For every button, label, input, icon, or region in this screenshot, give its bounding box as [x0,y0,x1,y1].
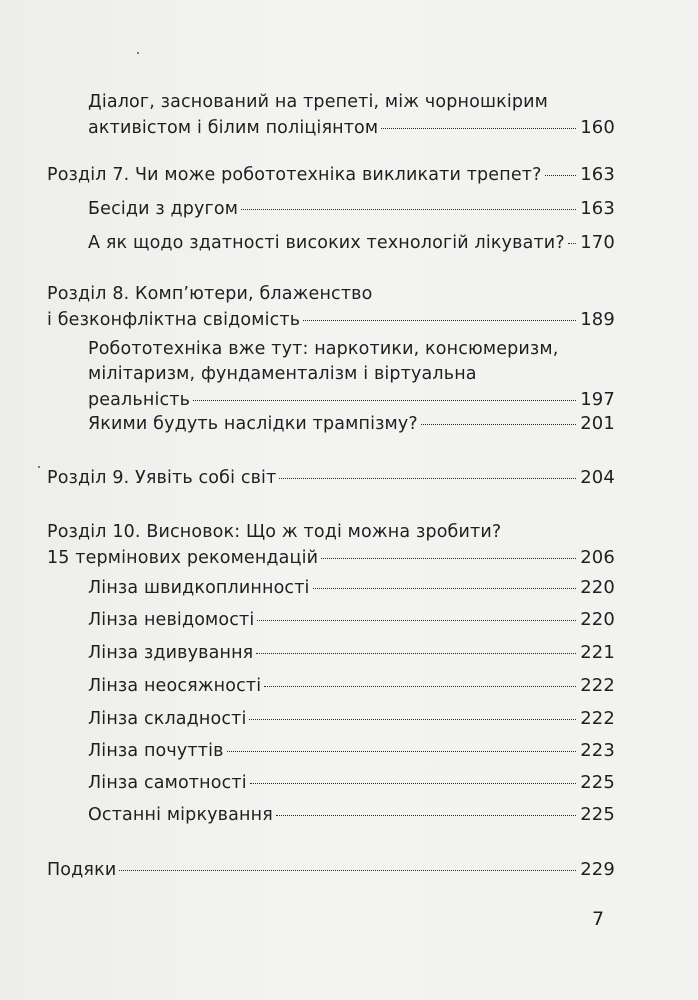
toc-entry [88,337,615,413]
dot-leader [257,620,576,621]
toc-entry [88,706,615,732]
toc-entry-title: Бесіди з другом [88,199,239,219]
toc-entry [88,802,615,828]
toc-entry-row [88,387,615,413]
page-number: 206 [580,547,615,568]
page-number: 220 [580,577,615,598]
page-number: 221 [580,642,615,663]
toc-entry-row [88,411,615,437]
toc-entry [88,738,615,764]
toc-entry-title: Лінза здивування [88,643,254,663]
dot-leader [568,243,576,244]
dot-leader [241,209,576,210]
dot-leader [119,870,576,871]
toc-entry-title: Лінза невідомості [88,610,255,630]
toc-chapter-entry [47,162,615,188]
page-number: 160 [580,117,615,138]
toc-entry-title: активістом і білим поліціянтом [88,118,379,138]
toc-entry-title: Лінза складності [88,709,247,729]
dot-leader [256,653,576,654]
toc-entry-row [88,738,615,764]
toc-entry-row [47,857,615,883]
toc-entry-title: Лінза самотності [88,773,247,793]
page-number: 225 [580,772,615,793]
toc-entry-row [88,196,615,222]
dot-leader [321,558,576,559]
toc-entry-title: реальність [88,390,191,410]
toc-entry-line: Розділ 8. Комп’ютери, блаженство [47,284,373,304]
page-number: 229 [580,859,615,880]
toc-entry-title: 15 термінових рекомендацій [47,548,319,568]
toc-entry-row [88,770,615,796]
dot-leader [545,175,577,176]
toc-entry [88,230,615,256]
page-number: 163 [580,164,615,185]
dot-leader [227,751,577,752]
toc-entry [88,673,615,699]
dot-leader [193,400,576,401]
toc-entry-row [47,307,615,333]
toc-entry [88,607,615,633]
toc-entry-row [47,465,615,491]
page-number: 225 [580,804,615,825]
dot-leader [313,588,577,589]
toc-entry-row [88,115,615,141]
toc-entry-line: Розділ 10. Висновок: Що ж тоді можна зробити? [47,522,502,542]
page-number: 223 [580,740,615,761]
page-number: 222 [580,708,615,729]
toc-entry-title: Розділ 7. Чи може робототехніка викликати трепет? [47,165,542,185]
page-number: 222 [580,675,615,696]
toc-entry-row [47,162,615,188]
toc-entry-title: Подяки [47,860,117,880]
toc-entry [88,196,615,222]
page-number: 204 [580,467,615,488]
page-number: 170 [580,232,615,253]
page-number: 201 [580,413,615,434]
toc-entry [88,640,615,666]
toc-chapter-entry [47,282,615,333]
toc-chapter-entry [47,520,615,571]
toc-entry-row [88,802,615,828]
dot-leader [303,320,576,321]
toc-entry-row [88,673,615,699]
toc-entry-row [88,607,615,633]
toc-entry [88,575,615,601]
toc-entry-row [47,545,615,571]
dot-leader [276,815,576,816]
toc-chapter-entry [47,465,615,491]
dot-leader [264,686,576,687]
toc-entry-row [88,230,615,256]
toc-entry-row [88,575,615,601]
page-number: 197 [580,389,615,410]
toc-entry-row [88,640,615,666]
toc-entry-title: Лінза неосяжності [88,676,262,696]
dot-leader [421,424,576,425]
toc-entry [88,770,615,796]
toc-entry [88,411,615,437]
toc-chapter-entry [47,857,615,883]
toc-entry-title: Розділ 9. Уявіть собі світ [47,468,277,488]
toc-entry-line: Діалог, заснований на трепеті, між чорношкірим [88,92,548,112]
toc-entry-title: Лінза почуттів [88,741,224,761]
toc-entry-line: Робототехніка вже тут: наркотики, консюмеризм, [88,339,559,359]
page-number: 220 [580,609,615,630]
dot-leader [249,719,576,720]
folio-page-number: 7 [592,908,605,930]
toc-entry-line: мілітаризм, фундаменталізм і віртуальна [88,364,477,384]
paper-speck [137,52,139,54]
dot-leader [381,128,576,129]
toc-entry-title: А як щодо здатності високих технологій лікувати? [88,233,565,253]
dot-leader [250,783,576,784]
page-number: 189 [580,309,615,330]
page-number: 163 [580,198,615,219]
toc-entry-row [88,706,615,732]
toc-entry-title: Лінза швидкоплинності [88,578,310,598]
toc-entry-title: Останні міркування [88,805,273,825]
toc-entry-title: і безконфліктна свідомість [47,310,301,330]
dot-leader [279,478,576,479]
toc-entry [88,90,615,141]
toc-entry-title: Якими будуть наслідки трампізму? [88,414,418,434]
paper-speck [38,466,40,468]
